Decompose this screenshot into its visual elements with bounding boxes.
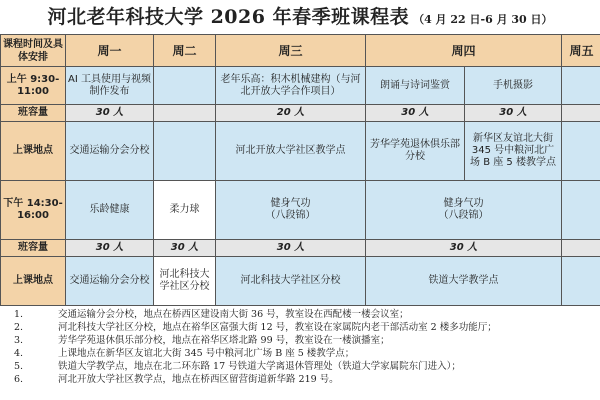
header-wednesday: 周三 — [216, 35, 366, 67]
morning-location-monday: 交通运输分会分校 — [66, 122, 154, 181]
note-item — [0, 373, 600, 386]
morning-course-friday — [562, 67, 600, 105]
afternoon-course-wednesday: 健身气功 （八段锦） — [216, 181, 366, 240]
note-text: 芳华学苑退休俱乐部分校，地点在裕华区塔北路 99 号，教室设在一楼演播室； — [58, 335, 390, 346]
note-text: 上课地点在新华区友谊北大街 345 号中粮河北广场 B 座 5 楼教学点； — [58, 348, 355, 359]
morning-capacity-friday — [562, 105, 600, 122]
notes-list — [0, 308, 600, 386]
note-item — [0, 360, 600, 373]
note-text: 河北开放大学社区教学点，地点在桥西区留营街道新华路 219 号。 — [58, 374, 339, 385]
header-corner: 课程时间及具体安排 — [1, 35, 66, 67]
afternoon-capacity-label: 班容量 — [1, 240, 66, 257]
morning-capacity-row — [1, 105, 600, 122]
morning-capacity-label: 班容量 — [1, 105, 66, 122]
note-item — [0, 347, 600, 360]
morning-location-tuesday — [154, 122, 216, 181]
morning-capacity-thursday-a: 30 人 — [366, 105, 465, 122]
note-text: 交通运输分会分校，地点在桥西区建设南大街 36 号，教室设在西配楼一楼会议室； — [58, 309, 409, 320]
afternoon-course-tuesday: 柔力球 — [154, 181, 216, 240]
header-friday: 周五 — [562, 35, 600, 67]
afternoon-location-tuesday: 河北科技大学社区分校 — [154, 257, 216, 306]
note-number: 6. — [14, 374, 24, 385]
afternoon-location-wednesday: 河北科技大学社区分校 — [216, 257, 366, 306]
afternoon-course-monday: 乐龄健康 — [66, 181, 154, 240]
note-text: 河北科技大学社区分校，地点在裕华区富强大街 12 号，教室设在家属院内老干部活动室 2 楼多功能厅； — [58, 322, 497, 333]
morning-location-friday — [562, 122, 600, 181]
note-number: 2. — [14, 322, 24, 333]
note-item — [0, 321, 600, 334]
title-main: 河北老年科技大学 2026 年春季班课程表 — [47, 6, 410, 28]
note-item — [0, 334, 600, 347]
morning-course-tuesday — [154, 67, 216, 105]
header-row — [1, 35, 600, 67]
afternoon-location-row — [1, 257, 600, 306]
morning-location-label: 上课地点 — [1, 122, 66, 181]
schedule-table — [0, 34, 600, 306]
note-number: 1. — [14, 309, 24, 320]
note-number: 5. — [14, 361, 24, 372]
afternoon-capacity-wednesday: 30 人 — [216, 240, 366, 257]
morning-course-thursday-b: 手机摄影 — [465, 67, 562, 105]
morning-capacity-tuesday — [154, 105, 216, 122]
note-item — [0, 308, 600, 321]
morning-course-wednesday: 老年乐高：积木机械建构（与河北开放大学合作项目） — [216, 67, 366, 105]
morning-course-monday: AI 工具使用与视频制作发布 — [66, 67, 154, 105]
header-monday: 周一 — [66, 35, 154, 67]
title-date-range: （4 月 22 日-6 月 30 日） — [413, 13, 553, 26]
afternoon-capacity-row — [1, 240, 600, 257]
morning-location-row — [1, 122, 600, 181]
morning-capacity-thursday-b: 30 人 — [465, 105, 562, 122]
morning-course-thursday-a: 朗诵与诗词鉴赏 — [366, 67, 465, 105]
morning-location-thursday-a: 芳华学苑退休俱乐部分校 — [366, 122, 465, 181]
afternoon-capacity-thursday: 30 人 — [366, 240, 562, 257]
page-title — [0, 0, 600, 34]
morning-location-wednesday: 河北开放大学社区教学点 — [216, 122, 366, 181]
afternoon-capacity-friday — [562, 240, 600, 257]
afternoon-location-friday — [562, 257, 600, 306]
afternoon-course-thursday: 健身气功 （八段锦） — [366, 181, 562, 240]
afternoon-time-label: 下午 14:30-16:00 — [1, 181, 66, 240]
morning-capacity-monday: 30 人 — [66, 105, 154, 122]
header-tuesday: 周二 — [154, 35, 216, 67]
morning-time-label: 上午 9:30-11:00 — [1, 67, 66, 105]
afternoon-capacity-tuesday: 30 人 — [154, 240, 216, 257]
afternoon-location-monday: 交通运输分会分校 — [66, 257, 154, 306]
morning-capacity-wednesday: 20 人 — [216, 105, 366, 122]
afternoon-course-friday — [562, 181, 600, 240]
note-text: 铁道大学教学点，地点在北二环东路 17 号铁道大学离退休管理处（铁道大学家属院东门进入）； — [58, 361, 461, 372]
afternoon-capacity-monday: 30 人 — [66, 240, 154, 257]
note-number: 3. — [14, 335, 24, 346]
morning-location-thursday-b: 新华区友谊北大街 345 号中粮河北广场 B 座 5 楼教学点 — [465, 122, 562, 181]
header-thursday: 周四 — [366, 35, 562, 67]
note-number: 4. — [14, 348, 24, 359]
morning-course-row — [1, 67, 600, 105]
afternoon-course-row — [1, 181, 600, 240]
afternoon-location-thursday: 铁道大学教学点 — [366, 257, 562, 306]
afternoon-location-label: 上课地点 — [1, 257, 66, 306]
